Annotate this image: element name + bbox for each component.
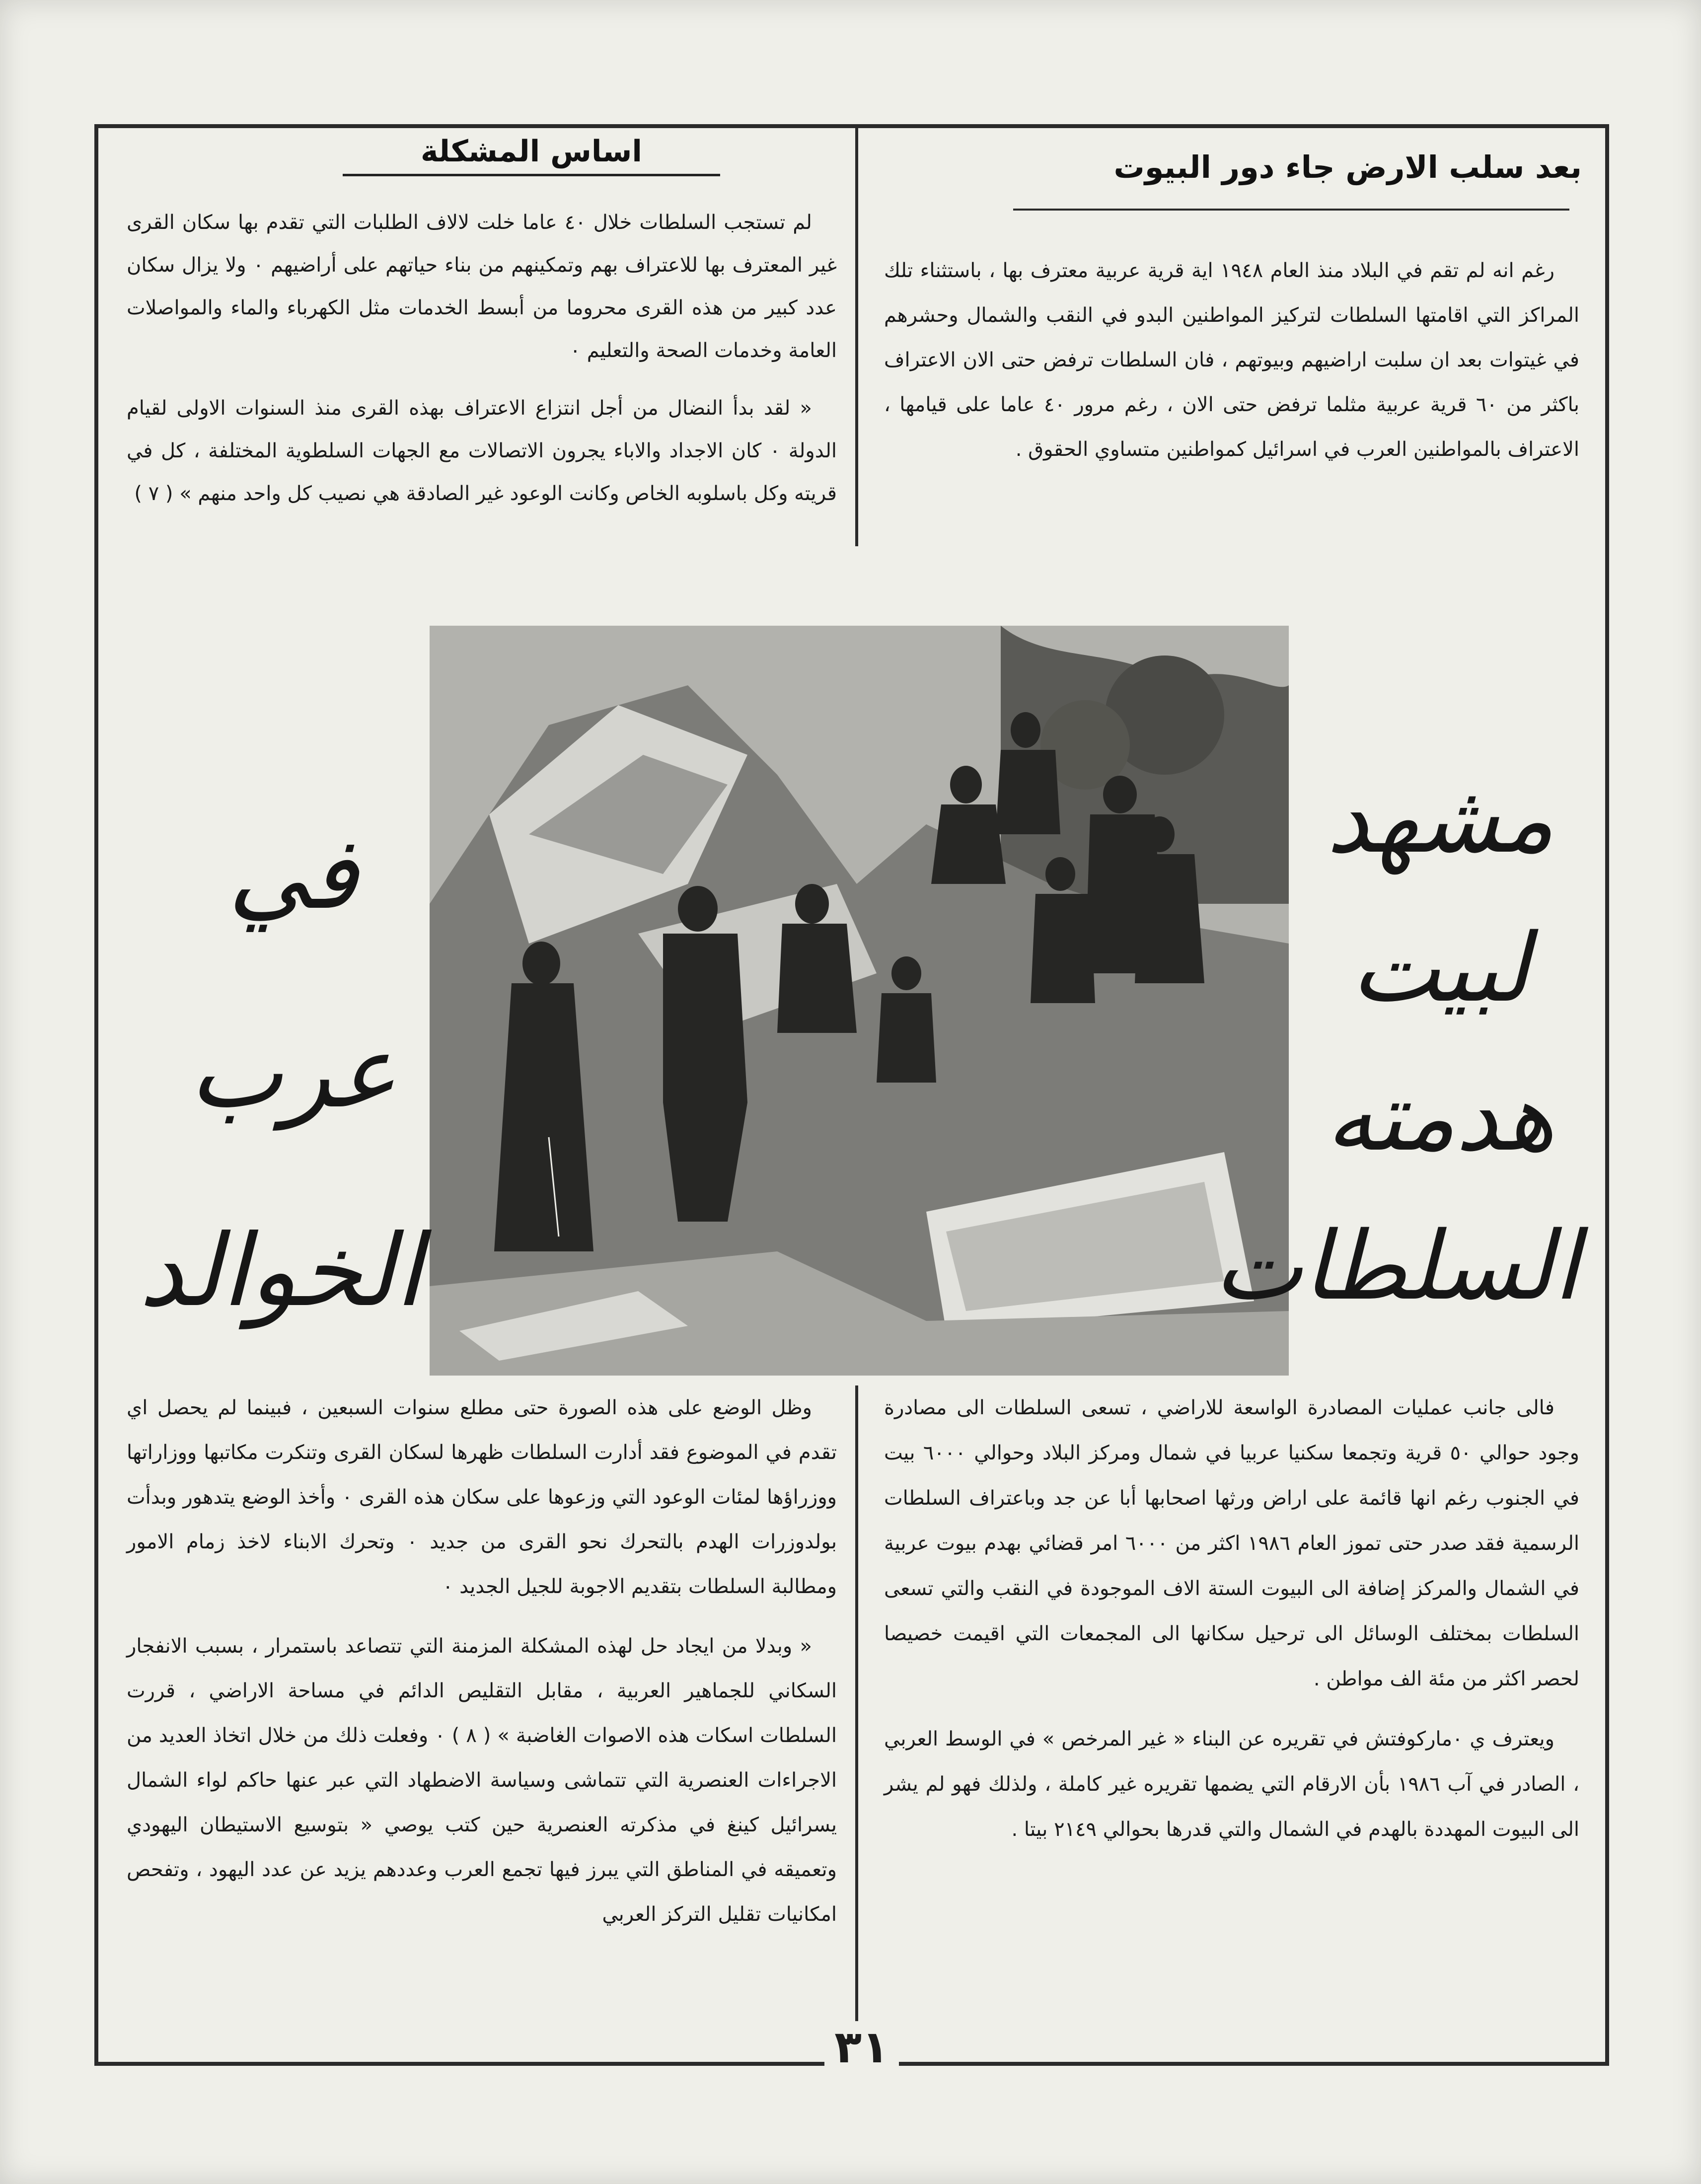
column-divider-top — [855, 124, 858, 546]
handwritten-right-line-3: هدمته — [1326, 1062, 1555, 1172]
photo-illustration — [430, 626, 1289, 1376]
right-paragraph-2: فالى جانب عمليات المصادرة الواسعة للاراضي ، تسعى السلطات الى مصادرة وجود حوالي ٥٠ قرية وتجمعا سكنيا عربيا في شمال ومركز البلاد وحوالي ٦٠٠٠ بيت في الجنوب رغم انها قائمة على اراض ورثها اصحابها أبا عن جد وباعتراف السلطات الرسمية فقد صدر حتى تموز العام ١٩٨٦ اكثر من ٦٠٠٠ امر قضائي بهدم بيوت عربية في الشمال والمركز إضافة الى البيوت الستة الاف الموجودة في النقب والتي تسعى السلطات بمختلف الوسائل الى ترحيل سكانها الى المجمعات التي اقيمت خصيصا لحصر اكثر من مئة الف مواطن . — [884, 1396, 1580, 1690]
right-column-top — [884, 248, 1579, 487]
handwritten-right-line-4: السلطات — [1214, 1211, 1579, 1321]
handwritten-right-line-1: مشهد — [1326, 764, 1554, 874]
column-divider-bottom — [855, 1385, 858, 2066]
handwritten-title-right — [1214, 745, 1579, 1341]
left-paragraph-3: وظل الوضع على هذه الصورة حتى مطلع سنوات السبعين ، فبينما لم يحصل اي تقدم في الموضوع فقد أدارت السلطات ظهرها لسكان القرى وتنكرت مكاتبها ووزاراتها ووزراؤها لمئات الوعود التي وزعوها على سكان هذه القرى ٠ وأخذ الوضع يتدهور وبدأت بولدوزرات الهدم بالتحرك نحو القرى من جديد ٠ وتحرك الابناء لاخذ زمام الامور ومطالبة السلطات بتقديم الاجوبة للجيل الجديد ٠ — [127, 1396, 837, 1598]
page-number: ٣١ — [824, 2021, 899, 2073]
handwritten-left-line-1: في — [227, 816, 359, 932]
right-paragraph-1: رغم انه لم تقم في البلاد منذ العام ١٩٤٨ اية قرية عربية معترف بها ، باستثناء تلك المراكز التي اقامتها السلطات لتركيز المواطنين البدو في النقب والشمال وحشرهم في غيتوات بعد ان سلبت اراضيهم وبيوتهم ، فان السلطات ترفض حتى الان الاعتراف باكثر من ٦٠ قرية عربية مثلما ترفض حتى الان ، رغم مرور ٤٠ عاما على قيامها ، الاعتراف بالمواطنين العرب في اسرائيل كمواطنين متساوي الحقوق . — [884, 259, 1579, 461]
left-heading: اساس المشكلة — [343, 134, 720, 176]
right-heading: بعد سلب الارض جاء دور البيوت — [1113, 149, 1582, 185]
demolished-house-photo — [430, 626, 1289, 1376]
left-paragraph-2: « لقد بدأ النضال من أجل انتزاع الاعتراف بهذه القرى منذ السنوات الاولى لقيام الدولة ٠ كان الاجداد والاباء يجرون الاتصالات مع الجهات السلطوية المختلفة ، كل في قريته وكل باسلوبه الخاص وكانت الوعود غير الصادقة هي نصيب كل واحد منهم » ( ٧ ) — [127, 397, 837, 505]
right-column-bottom — [884, 1385, 1579, 1867]
handwritten-left-line-3: الخوالد — [139, 1213, 422, 1329]
heading-underline — [1013, 209, 1569, 211]
left-column-top — [127, 201, 837, 530]
handwritten-title-left — [139, 775, 422, 1371]
right-paragraph-3: ويعترف ي ٠ماركوفتش في تقريره عن البناء « غير المرخص » في الوسط العربي ، الصادر في آب ١٩٨٦ بأن الارقام التي يضمها تقريره غير كاملة ، ولذلك فهو لم يشر الى البيوت المهددة بالهدم في الشمال والتي قدرها بحوالي ٢١٤٩ بيتا . — [884, 1728, 1579, 1841]
handwritten-left-line-2: عرب — [189, 1015, 397, 1130]
left-paragraph-1: لم تستجب السلطات خلال ٤٠ عاما خلت لالاف الطلبات التي تقدم بها سكان القرى غير المعترف بها للاعتراف بهم وتمكينهم من بناء حياتهم على أراضيهم ٠ ولا يزال سكان عدد كبير من هذه القرى محروما من أبسط الخدمات مثل الكهرباء والماء والمواصلات العامة وخدمات الصحة والتعليم ٠ — [127, 211, 837, 362]
left-column-bottom — [127, 1385, 837, 1952]
left-paragraph-4: « وبدلا من ايجاد حل لهذه المشكلة المزمنة التي تتصاعد باستمرار ، بسبب الانفجار السكاني للجماهير العربية ، مقابل التقليص الدائم في مساحة الاراضي ، قررت السلطات اسكات هذه الاصوات الغاضبة » ( ٨ ) ٠ وفعلت ذلك من خلال اتخاذ العديد من الاجراءات العنصرية التي تتماشى وسياسة الاضطهاد التي عبر عنها حاكم لواء الشمال يسرائيل كينغ في مذكرته العنصرية حين كتب يوصي « بتوسيع الاستيطان اليهودي وتعميقه في المناطق التي يبرز فيها تجمع العرب وعددهم يزيد عن عدد اليهود ، وتفحص امكانيات تقليل التركز العربي — [127, 1635, 837, 1926]
handwritten-right-line-2: لبيت — [1351, 913, 1530, 1023]
